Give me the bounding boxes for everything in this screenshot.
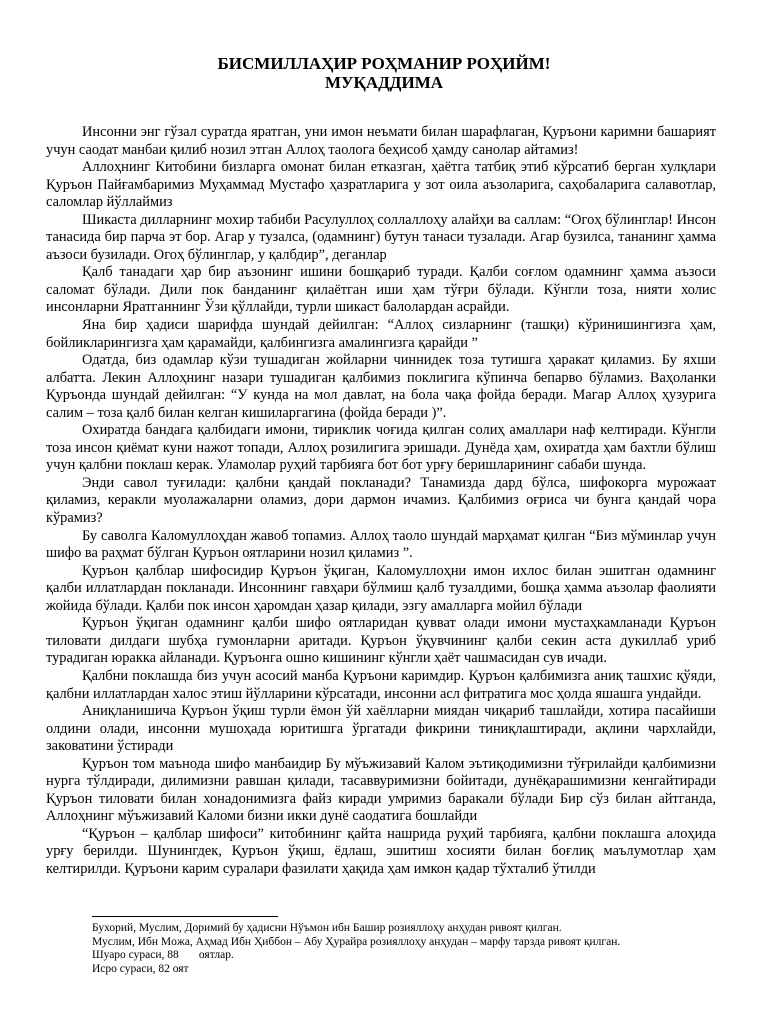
- paragraph: Аниқланишича Қуръон ўқиш турли ёмон ўй хаёлларни миядан чиқариб ташлайди, хотира пасайиши олдини олади, инсонни мушоҳада юритишга ўргатади фикрини тиниқлаштиради, ақлини чархлайди, заковатини ўстиради: [46, 703, 716, 755]
- footnote: Бухорий, Муслим, Доримий бу ҳадисни Нўъмон ибн Башир розияллоҳу анҳудан ривоят қилган.: [92, 922, 562, 934]
- paragraph: Қалбни поклашда биз учун асосий манба Қуръони каримдир. Қуръон қалбимизга аниқ ташхис қўяди, қалбни иллатлардан халос этиш йўлларини кўрсатади, инсонни асл фитратига мос ҳолда яшашга ундайди.: [46, 667, 716, 702]
- paragraph: Яна бир ҳадиси шарифда шундай дейилган: “Аллоҳ сизларнинг (ташқи) кўринишингизга ҳам, бойликларингизга ҳам қарамайди, қалбингизга амалингизга қарайди ”: [46, 317, 716, 351]
- paragraph: Шикаста дилларнинг мохир табиби Расулуллоҳ соллаллоҳу алайҳи ва саллам: “Огоҳ бўлинглар! Инсон танасида бир парча эт бор. Агар у тузалса, (одамнинг) бутун танаси тузалади. Агар бузилса, тананинг ҳамма аъзоси бузилади. Огоҳ бўлинглар, у қалбдир”, деганлар: [46, 211, 716, 263]
- paragraph: Аллоҳнинг Китобини бизларга омонат билан етказган, ҳаётга татбиқ этиб кўрсатиб берган хулқлари Қуръон Пайғамбаримиз Муҳаммад Мустафо ҳазратларига у зот оила аъзоларига, саҳобаларига салавотлар, саломлар йўллаймиз: [46, 159, 716, 211]
- page-title: БИСМИЛЛАҲИР РОҲМАНИР РОҲИЙМ!: [217, 54, 551, 73]
- footnote: Муслим, Ибн Мoжа, Аҳмад Ибн Ҳиббон – Абу Ҳурайра розияллоҳу анҳудан – марфу тарзда ривоят қилган.: [92, 935, 621, 948]
- section-title: МУҚАДДИМА: [324, 73, 444, 92]
- footnote: Шуаро сураси, 88 оятлар.: [92, 949, 234, 961]
- paragraph: Инсонни энг гўзал суратда яратган, уни имон неъмати билан шарафлаган, Қуръони каримни башарият учун саодат манбаи қилиб нозил этган Аллоҳ таологa беҳисоб ҳамду санолар айтамиз!: [46, 124, 716, 158]
- footnotes: [92, 922, 732, 976]
- paragraph: Одатда, биз одамлар кўзи тушадиган жойларни чиннидек тоза тутишга ҳаракат қиламиз. Бу яхши албатта. Лекин Аллоҳнинг назари тушадиган қалбимиз поклигига кўпинча бепарво бўламиз. Ваҳоланки Қуръонда шундай дейилган: “У кунда на мол давлат, на бола чақа фойда беради. Магар Аллоҳ ҳузурига салим – тоза қалб билан келган кишиларгагина (фойда беради )”.: [46, 352, 716, 421]
- footnote-separator: [92, 916, 278, 917]
- paragraph: Қалб танадаги ҳар бир аъзонинг ишини бошқариб туради. Қалби соғлом одамнинг ҳамма аъзоси саломат бўлади. Дили пок банданинг қилаётган иши ҳам тўғри бўлади. Кўнгли тоза, нияти холис инсонларни Яратганнинг Ўзи қўллайди, турли шикаст балолардан асрайди.: [46, 264, 716, 316]
- paragraph: Энди савол туғилади: қалбни қандай покланади? Танамизда дард бўлса, шифокорга мурожаат қиламиз, керакли муолажаларни оламиз, дори дармон ичамиз. Қалбимиз оғриса чи бунга қандай чора кўрамиз?: [46, 474, 716, 527]
- paragraph: Қуръон қалблар шифосидир Қуръон ўқиган, Каломуллоҳни имон ихлос билан эшитган одамнинг қалби иллатлардан покланади. Инсоннинг гавҳари бўлмиш қалб тузалдими, бошқа ҳамма аъзолар фаолияти жойида бўлади. Қалби пок инсон ҳаромдан ҳазар қилади, эзгу амалларга мойил бўлади: [46, 562, 716, 614]
- paragraph: Қуръон том маънода шифо манбаидир Бу мўъжизавий Калом эътиқодимизни тўғрилайди қалбимизни нурга тўлдиради, дилимизни равшан қилади, тасаввуримизни бойитади, дунёқарашимизни кенгайтиради Қуръон тиловати билан хонадонимизга файз киради умримиз баракали бўлади Бир сўз билан айтганда, Аллоҳнинг мўъжизавий Каломи бизни икки дунё саодатига бошлайди: [46, 755, 716, 825]
- document-body: [46, 124, 716, 879]
- paragraph: Охиратда бандага қалбидаги имони, тириклик чоғида қилган солиҳ амаллари наф келтиради. Кўнгли тоза инсон қиёмат куни нажот топади, Аллоҳ розилигига эришади. Дунёда ҳам, охиратда ҳам бахтли бўлиш учун қалбни поклаш керак. Уламолар руҳий тарбияга бот бот урғу беришларининг сабаби шунда.: [46, 422, 716, 474]
- footnote: Исро сураси, 82 оят: [92, 962, 189, 975]
- paragraph: “Қуръон – қалблар шифоси” китобининг қайта нашрида руҳий тарбияга, қалбни поклашга алоҳида урғу берилди. Шунингдек, Қуръон ўқиш, ёдлаш, эшитиш хосияти билан боғлиқ маълумотлар ҳам келтирилди. Қуръони карим суралари фазилати ҳақида ҳам имкон қадар тўхталиб ўтилди: [46, 825, 716, 877]
- paragraph: Қуръон ўқиган одамнинг қалби шифо оятларидан қувват олади имони мустаҳкамланади Қуръон тиловати дилдаги шубҳа гумонларни аритади. Қуръон ўқувчининг қалби секин аста дукиллаб уриб турадиган юракка айланади. Қуръонга ошно кишининг кўнгли ҳаёт чашмасидан сув ичади.: [46, 615, 716, 667]
- paragraph: Бу саволга Каломуллоҳдан жавоб топамиз. Аллоҳ таоло шундай марҳамат қилган “Биз мўминлар учун шифо ва раҳмат бўлган Қуръон оятларини нозил қиламиз ”.: [46, 527, 716, 562]
